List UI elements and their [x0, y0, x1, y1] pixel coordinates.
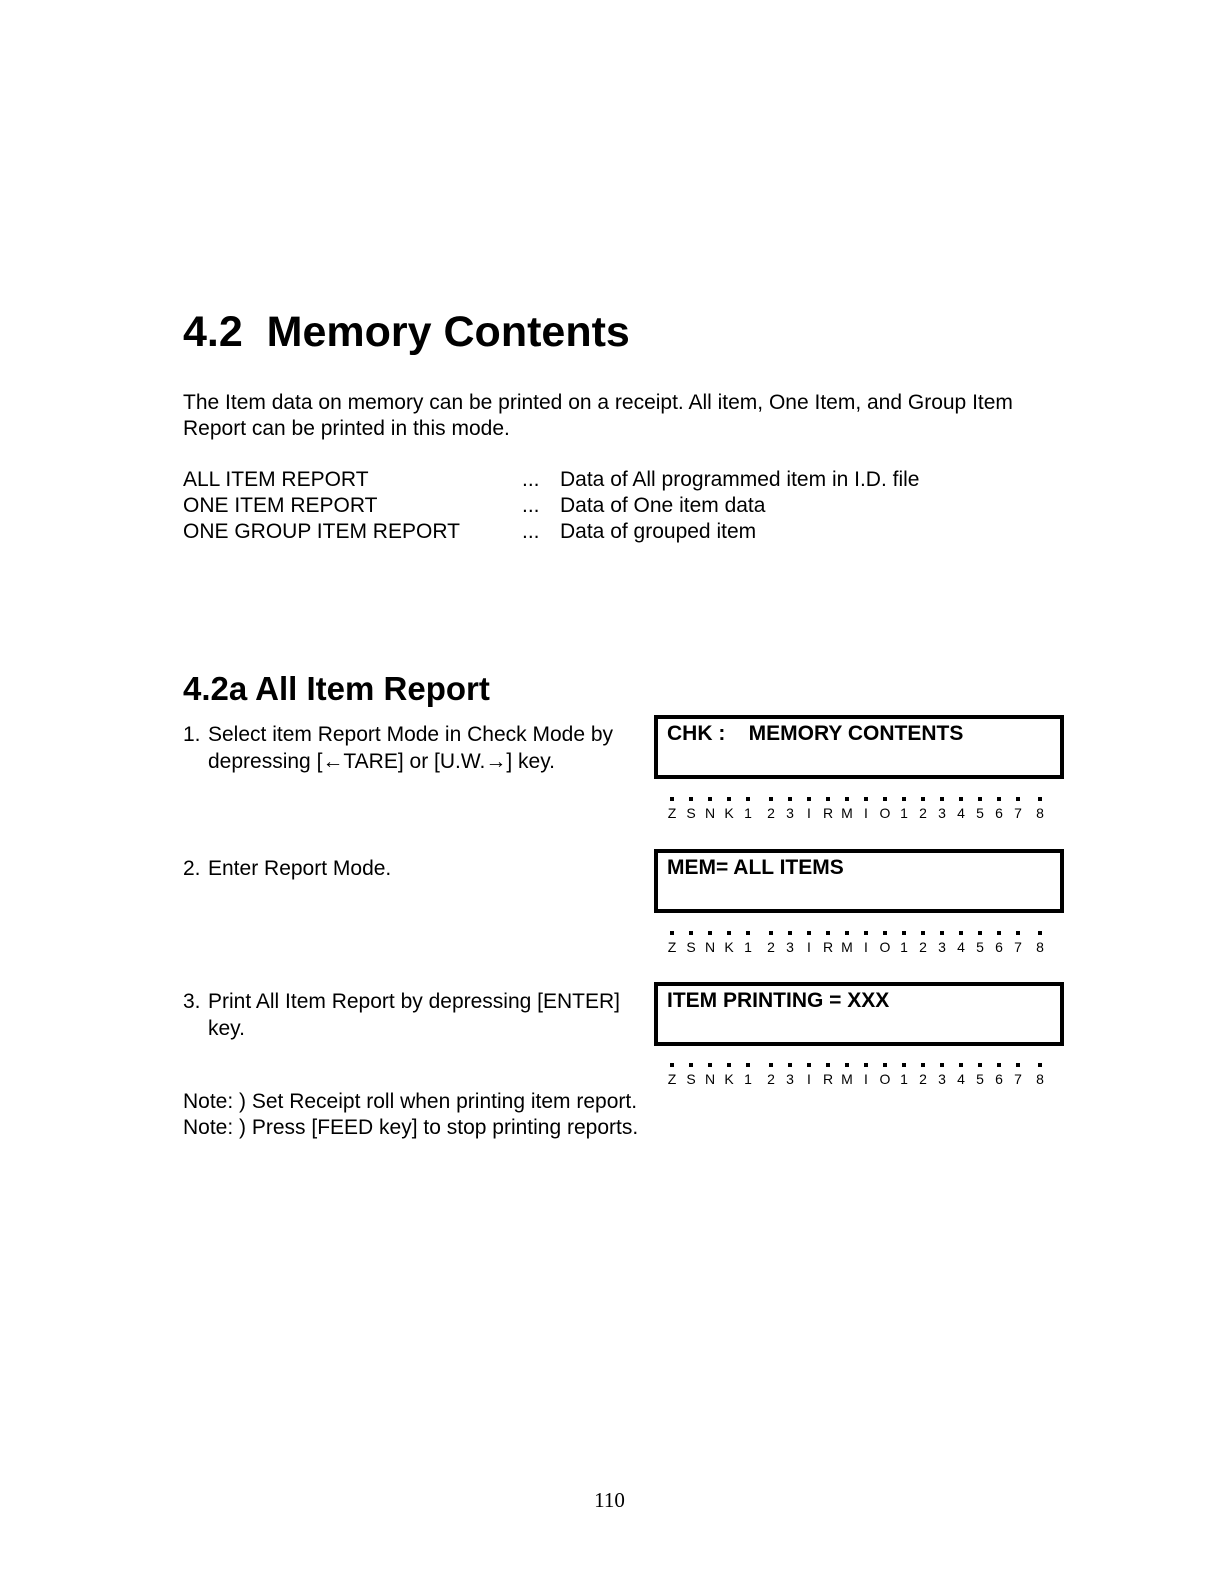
indicator-label: R [822, 1071, 834, 1087]
step-2 [183, 855, 653, 882]
indicator-label: 6 [995, 939, 1003, 955]
indicator-dot [978, 1063, 982, 1067]
indicator-label: 3 [786, 1071, 794, 1087]
indicator-dot [845, 931, 849, 935]
indicator-label: 7 [1014, 805, 1022, 821]
indicator-label: 1 [900, 1071, 908, 1087]
step-3 [183, 988, 653, 1042]
indicator-dot [708, 1063, 712, 1067]
indicator-dot [1038, 797, 1042, 801]
indicator-dot [959, 931, 963, 935]
indicator-label: I [807, 1071, 811, 1087]
indicator-dot [940, 797, 944, 801]
step-text: Enter Report Mode. [208, 857, 392, 880]
report-description: Data of One item data [560, 494, 766, 517]
report-description: Data of All programmed item in I.D. file [560, 468, 920, 491]
indicator-dot [883, 1063, 887, 1067]
indicator-label: N [704, 1071, 716, 1087]
report-dots: ... [522, 494, 540, 517]
indicator-label: 8 [1036, 805, 1044, 821]
section-title: 4.2 Memory Contents [183, 308, 630, 356]
indicator-label: 2 [919, 1071, 927, 1087]
indicator-dot [921, 1063, 925, 1067]
indicator-dot [769, 797, 773, 801]
indicator-dot [902, 797, 906, 801]
indicator-label: 7 [1014, 1071, 1022, 1087]
indicator-dot [769, 931, 773, 935]
indicator-dot [788, 797, 792, 801]
indicator-dot [689, 1063, 693, 1067]
indicator-dot [902, 931, 906, 935]
indicator-label: 4 [957, 805, 965, 821]
indicator-label: 8 [1036, 1071, 1044, 1087]
indicator-label: O [879, 939, 891, 955]
indicator-label: 3 [938, 939, 946, 955]
indicator-label: 5 [976, 1071, 984, 1087]
indicator-dot [1016, 931, 1020, 935]
indicator-label: 4 [957, 1071, 965, 1087]
indicator-dot [670, 1063, 674, 1067]
indicator-dot [788, 1063, 792, 1067]
indicator-label: 6 [995, 1071, 1003, 1087]
indicator-dot [670, 931, 674, 935]
indicator-dot [708, 797, 712, 801]
note: Note: ) Set Receipt roll when printing item report. [183, 1090, 638, 1113]
indicator-label: I [864, 939, 868, 955]
indicator-label: 8 [1036, 939, 1044, 955]
indicator-dot [1016, 1063, 1020, 1067]
indicator-label: 1 [900, 939, 908, 955]
indicator-dot [746, 931, 750, 935]
indicator-dot [997, 1063, 1001, 1067]
indicator-label: K [724, 939, 734, 955]
lcd-text: CHK : MEMORY CONTENTS [667, 722, 964, 745]
indicator-label: 4 [957, 939, 965, 955]
indicator-dot [978, 931, 982, 935]
indicator-dot [883, 931, 887, 935]
indicator-label: 5 [976, 805, 984, 821]
indicator-dot [769, 1063, 773, 1067]
indicator-label: S [686, 939, 696, 955]
indicator-label: 3 [786, 805, 794, 821]
indicator-label: S [686, 805, 696, 821]
indicator-dot [807, 797, 811, 801]
indicator-dot [902, 1063, 906, 1067]
notes [183, 1089, 638, 1141]
indicator-label: I [864, 805, 868, 821]
step-number: 1. [183, 723, 201, 746]
indicator-dot [921, 797, 925, 801]
indicator-label: 2 [767, 939, 775, 955]
indicator-label: K [724, 805, 734, 821]
indicator-label: 1 [744, 1071, 752, 1087]
indicator-dot [727, 797, 731, 801]
lcd-display-1 [654, 715, 1064, 779]
indicator-label: K [724, 1071, 734, 1087]
indicator-label: S [686, 1071, 696, 1087]
indicator-label: M [841, 1071, 853, 1087]
indicator-label: I [864, 1071, 868, 1087]
indicator-dot [940, 931, 944, 935]
indicator-label: M [841, 939, 853, 955]
indicator-dot [788, 931, 792, 935]
indicator-dot [978, 797, 982, 801]
report-name: ONE ITEM REPORT [183, 494, 378, 517]
indicator-label: 2 [767, 805, 775, 821]
step-1 [183, 721, 653, 775]
indicator-dot [689, 931, 693, 935]
indicator-label: 3 [786, 939, 794, 955]
lcd-text: ITEM PRINTING = XXX [667, 989, 890, 1012]
indicator-dot [670, 797, 674, 801]
report-name: ALL ITEM REPORT [183, 468, 369, 491]
indicator-label: 2 [919, 939, 927, 955]
report-name: ONE GROUP ITEM REPORT [183, 520, 460, 543]
indicator-label: 7 [1014, 939, 1022, 955]
indicator-row [665, 1063, 1055, 1103]
step-number: 3. [183, 990, 201, 1013]
step-text: Print All Item Report by depressing [ENTER] key. [208, 990, 620, 1040]
indicator-label: Z [667, 805, 677, 821]
indicator-dot [746, 1063, 750, 1067]
indicator-dot [807, 931, 811, 935]
lcd-text: MEM= ALL ITEMS [667, 856, 844, 879]
indicator-label: 3 [938, 805, 946, 821]
indicator-label: M [841, 805, 853, 821]
indicator-label: N [704, 939, 716, 955]
indicator-label: I [807, 939, 811, 955]
indicator-label: O [879, 1071, 891, 1087]
indicator-label: 1 [744, 939, 752, 955]
indicator-label: R [822, 805, 834, 821]
indicator-dot [959, 1063, 963, 1067]
indicator-dot [826, 1063, 830, 1067]
indicator-label: 5 [976, 939, 984, 955]
intro-paragraph: The Item data on memory can be printed on a receipt. All item, One Item, and Group Item Report can be printed in this mode. [183, 391, 1013, 440]
indicator-label: Z [667, 1071, 677, 1087]
indicator-dot [1038, 931, 1042, 935]
indicator-dot [746, 797, 750, 801]
indicator-dot [940, 1063, 944, 1067]
subsection-title: 4.2a All Item Report [183, 670, 490, 707]
indicator-dot [959, 797, 963, 801]
indicator-dot [708, 931, 712, 935]
indicator-label: 1 [900, 805, 908, 821]
indicator-label: 3 [938, 1071, 946, 1087]
indicator-dot [826, 797, 830, 801]
indicator-label: 2 [767, 1071, 775, 1087]
indicator-dot [997, 797, 1001, 801]
indicator-dot [864, 797, 868, 801]
indicator-dot [845, 1063, 849, 1067]
indicator-dot [845, 797, 849, 801]
indicator-dot [807, 1063, 811, 1067]
indicator-row [665, 931, 1055, 971]
indicator-label: I [807, 805, 811, 821]
step-number: 2. [183, 857, 201, 880]
indicator-dot [727, 931, 731, 935]
indicator-label: Z [667, 939, 677, 955]
indicator-dot [997, 931, 1001, 935]
indicator-label: N [704, 805, 716, 821]
indicator-dot [689, 797, 693, 801]
indicator-label: 2 [919, 805, 927, 821]
report-dots: ... [522, 520, 540, 543]
indicator-label: 1 [744, 805, 752, 821]
indicator-row [665, 797, 1055, 837]
indicator-label: R [822, 939, 834, 955]
indicator-dot [921, 931, 925, 935]
indicator-dot [1016, 797, 1020, 801]
indicator-label: O [879, 805, 891, 821]
indicator-dot [826, 931, 830, 935]
lcd-display-3 [654, 982, 1064, 1046]
indicator-dot [864, 1063, 868, 1067]
indicator-dot [1038, 1063, 1042, 1067]
page-number: 110 [594, 1488, 625, 1512]
indicator-label: 6 [995, 805, 1003, 821]
lcd-display-2 [654, 849, 1064, 913]
report-description: Data of grouped item [560, 520, 757, 543]
note: Note: ) Press [FEED key] to stop printing reports. [183, 1116, 639, 1139]
report-dots: ... [522, 468, 540, 491]
step-text: Select item Report Mode in Check Mode by depressing [←TARE] or [U.W.→] key. [208, 723, 614, 773]
indicator-dot [864, 931, 868, 935]
indicator-dot [727, 1063, 731, 1067]
indicator-dot [883, 797, 887, 801]
